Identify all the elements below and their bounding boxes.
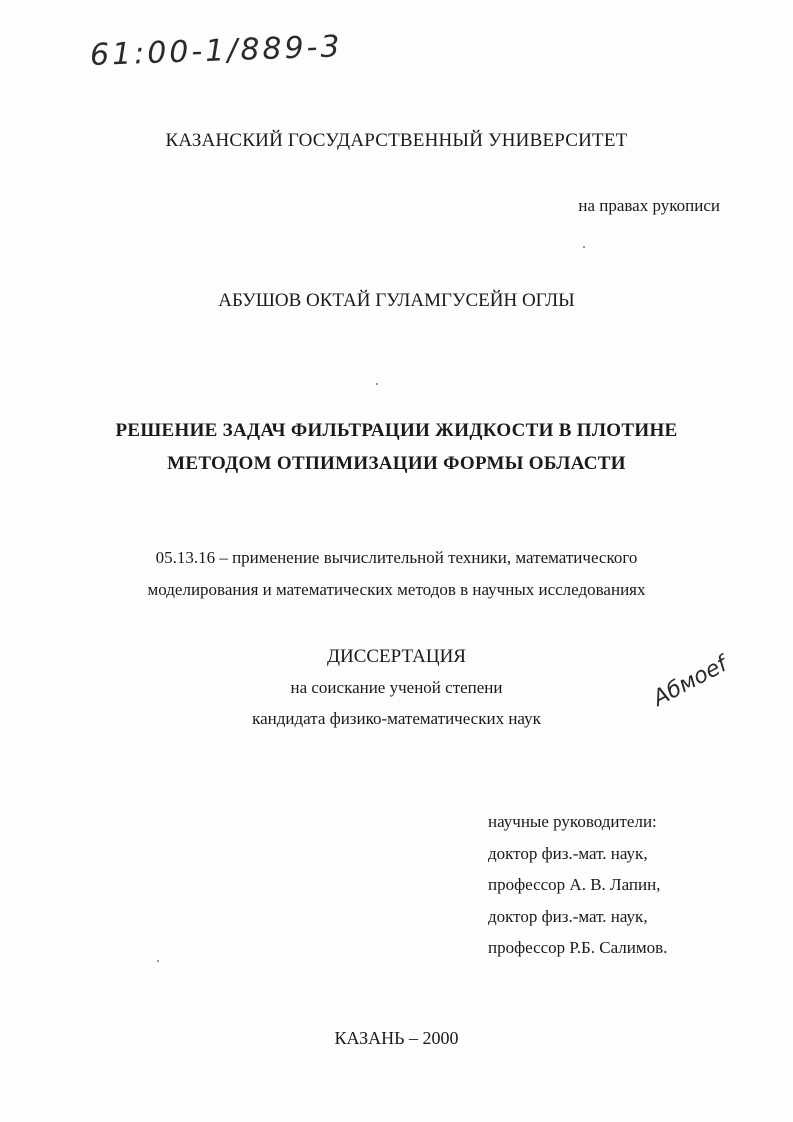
degree-line-2: кандидата физико-математических наук [252, 709, 541, 728]
handwritten-archive-number: 61:00-1/889-3 [89, 29, 344, 73]
city-year: КАЗАНЬ – 2000 [334, 1028, 459, 1048]
supervisors-block [488, 806, 667, 964]
handwritten-signature: Абмоеf [649, 651, 732, 712]
scan-speck [157, 960, 159, 962]
university-name: КАЗАНСКИЙ ГОСУДАРСТВЕННЫЙ УНИВЕРСИТЕТ [165, 130, 628, 151]
degree-line-1: на соискание ученой степени [290, 678, 503, 697]
specialty-line-2: моделирования и математических методов в научных исследованиях [147, 580, 646, 599]
supervisor-1-degree: доктор физ.-мат. наук, [488, 843, 648, 863]
supervisor-2-degree: доктор физ.-мат. наук, [488, 906, 648, 926]
document-type: ДИССЕРТАЦИЯ [327, 646, 466, 667]
scan-speck [376, 383, 378, 385]
supervisor-1-name: профессор А. В. Лапин, [488, 875, 661, 894]
dissertation-title-line-1: РЕШЕНИЕ ЗАДАЧ ФИЛЬТРАЦИИ ЖИДКОСТИ В ПЛОТИНЕ [115, 420, 678, 441]
supervisor-2-name: профессор Р.Б. Салимов. [488, 938, 668, 957]
dissertation-title-line-2: МЕТОДОМ ОТПИМИЗАЦИИ ФОРМЫ ОБЛАСТИ [167, 453, 626, 474]
manuscript-note: на правах рукописи [578, 196, 720, 215]
author-name: АБУШОВ ОКТАЙ ГУЛАМГУСЕЙН ОГЛЫ [218, 290, 575, 311]
specialty-line-1: 05.13.16 – применение вычислительной техники, математического [155, 548, 638, 567]
supervisors-heading: научные руководители: [488, 812, 657, 831]
scan-speck [583, 246, 585, 248]
